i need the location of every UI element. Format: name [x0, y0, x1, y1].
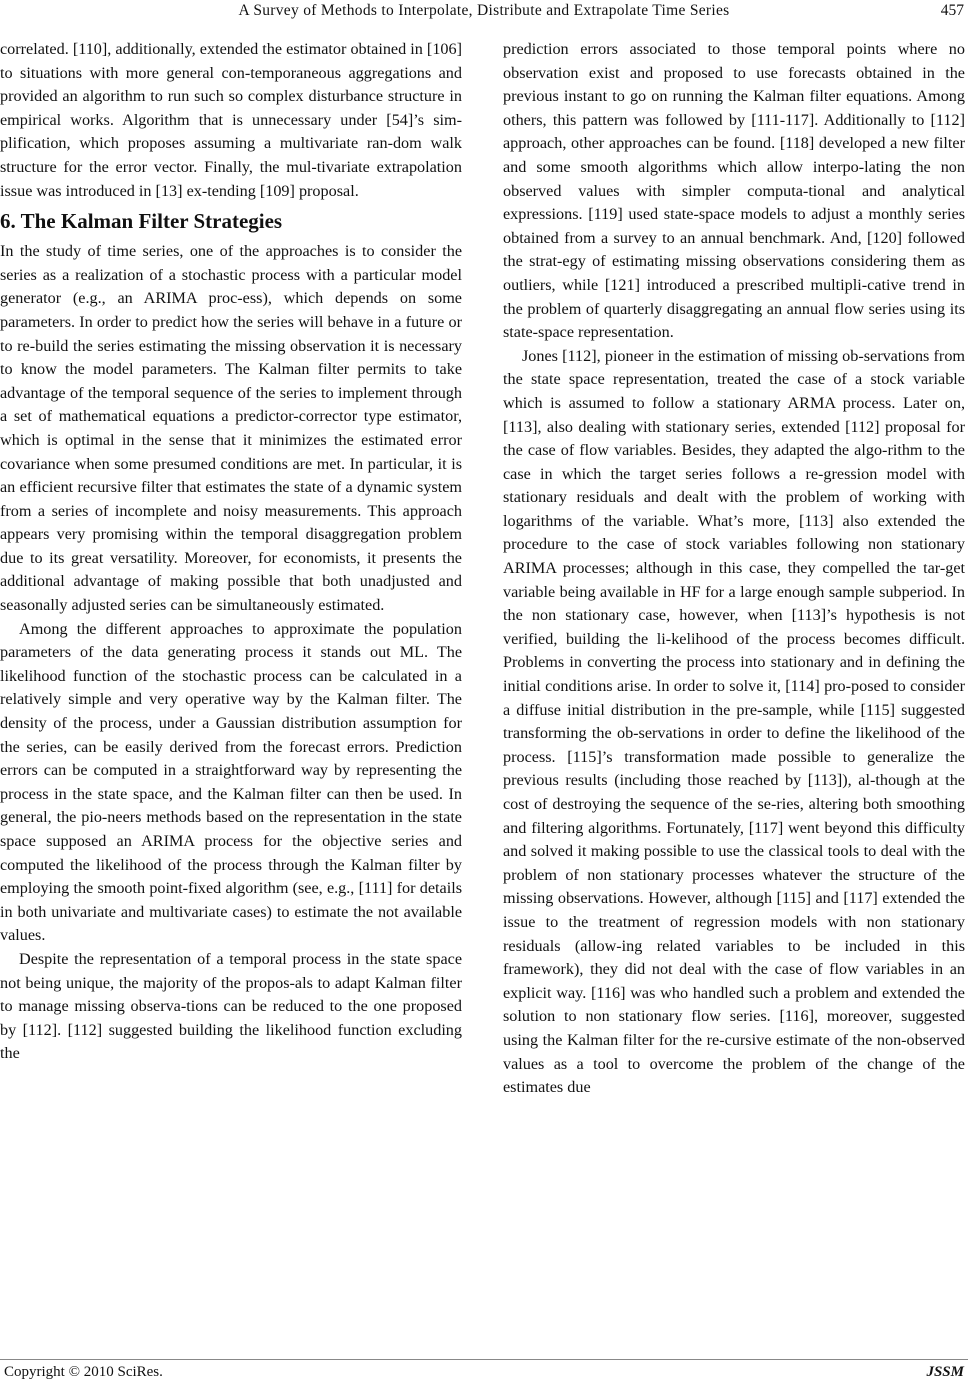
paragraph: Among the different approaches to approximate the population parameters of the data generating process it stands out ML. The likelihood function of the stochastic process can be calculated in a relatively simple and very operative way by the Kalman filter. The density of the process, under a Gaussian distribution assumption for the series, can be easily derived from the forecast errors. Prediction errors can be computed in a straightforward way by representing the process in the state space, and the Kalman filter can then be used. In general, the pio-neers methods based on the representation in the state space supposed an ARIMA process for the objective series and computed the likelihood of the process through the Kalman filter by employing the smooth point-fixed algorithm (see, e.g., [111] for details in both univariate and multivariate cases) to estimate the not available values. [0, 619, 462, 945]
running-header [0, 0, 968, 26]
paragraph: Jones [112], pioneer in the estimation of missing ob-servations from the state space representation, treated the case of a stock variable which is assumed to follow a stationary ARMA process. Later on, [113], also dealing with stationary series, extended [112] proposal for the case of flow variables. Besides, they adapted the algo-rithm to the case in which the target series follows a re-gression model with stationary residuals and dealt with the problem of working with logarithms of the variable. What’s more, [113] also extended the procedure to the case of stock variables following non stationary ARIMA processes; although in this case, they compelled the tar-get variable being available in HF for a large enough sample subperiod. In the non stationary case, however, when [113]’s hypothesis is not verified, building the li-kelihood of the process becomes difficult. Problems in converting the process into stationary and in defining the initial conditions arise. In order to solve it, [114] pro-posed to consider a diffuse initial distribution in the pre-sample, while [115] suggested transforming the ob-servations in order to define the likelihood of the process. [115]’s transformation made possible to generalize the previous results (including those reached by [113]), al-though at the cost of destroying the sequence of the se-ries, altering both smoothing and filtering algorithms. Fortunately, [117] went beyond this difficulty and solved it making possible to use the classical tools to deal with the problem of non stationary processes whatever the structure of the missing observations. However, although [115] and [117] extended the issue to the treatment of regression models with non stationary residuals (allow-ing related variables to be included in this framework), they did not deal with the case of flow variables in an explicit way. [116] was who handled such a problem and extended the solution to non stationary flow series. [116], moreover, suggested using the Kalman filter for the re-cursive estimate of the non-observed values as a tool to overcome the problem of the change of the estimates due [503, 346, 965, 1097]
section-heading: 6. The Kalman Filter Strategies [0, 209, 283, 234]
paragraph: correlated. [110], additionally, extended the estimator obtained in [106] to situations with more general con-temporaneous aggregations and provided an algorithm to run such so complex disturbance structure in empirical works. Algorithm that is unnecessary under [54]’s sim-plification, which proposes assuming a multivariate ran-dom walk structure for the error vector. Finally, the mul-tivariate extrapolation issue was introduced in [13] ex-tending [109] proposal. [0, 40, 462, 200]
right-column [503, 38, 965, 1100]
paragraph: prediction errors associated to those temporal points where no observation exist and proposed to use forecasts obtained in the previous instant to go on running the Kalman filter equations. Among others, this pattern was followed by [111-117]. Additionally to [112] approach, other approaches can be found. [118] developed a new filter and some smooth algorithms which allow interpo-lating the non observed values with simpler computa-tional and analytical expressions. [119] used state-space models to adjust a monthly series obtained from a survey to an annual benchmark. And, [120] followed the strat-egy of estimating missing observations considering them as outliers, while [121] introduced a prescribed multipli-cative trend in the problem of quarterly disaggregating an annual flow series using its state-space representation. [503, 40, 965, 342]
running-title: A Survey of Methods to Interpolate, Distribute and Extrapolate Time Series [238, 2, 730, 19]
footer-divider [0, 1359, 968, 1360]
paragraph: In the study of time series, one of the approaches is to consider the series as a realization of a stochastic process with a particular model generator (e.g., an ARIMA proc-ess), which depends on some parameters. In order to predict how the series will behave in a future or to re-build the series estimating the missing observation it is necessary to know the model parameters. The Kalman filter permits to take advantage of the temporal sequence of the series to implement through a set of mathematical equations a predictor-corrector type estimator, which is optimal in the sense that it minimizes the estimated error covariance when some presumed conditions are met. In particular, it is an efficient recursive filter that estimates the state of a dynamic system from a series of incomplete and noisy measurements. This approach appears very promising within the temporal disaggregation problem due to its great versatility. Moreover, for economists, it presents the additional advantage of making possible that both unadjusted and seasonally adjusted series can be simultaneously estimated. [0, 242, 462, 615]
paragraph: Despite the representation of a temporal process in the state space not being unique, the majority of the propos-als to adapt Kalman filter to manage missing observa-tions can be reduced to the one proposed by [112]. [112] suggested building the likelihood function excluding the [0, 949, 462, 1063]
copyright-notice: Copyright © 2010 SciRes. [4, 1364, 163, 1380]
page-number: 457 [940, 2, 964, 19]
left-column [0, 38, 462, 1066]
journal-abbreviation: JSSM [926, 1364, 964, 1380]
